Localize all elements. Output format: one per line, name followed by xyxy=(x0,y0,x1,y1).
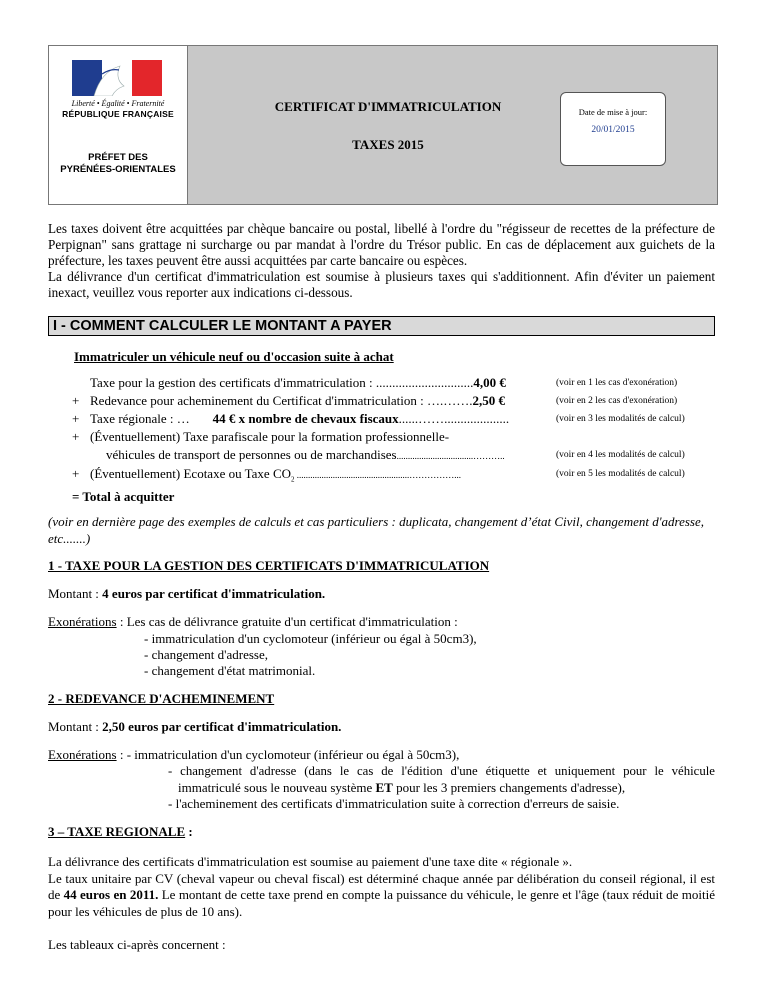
tax3-body xyxy=(48,854,715,954)
tax1-montant xyxy=(48,586,325,602)
tax3-text: Le taux unitaire par CV (cheval vapeur ou cheval fiscal) est déterminé chaque année par délibération du conseil régional, il est de xyxy=(48,870,715,902)
prefet-label xyxy=(50,152,186,176)
tax2-exo-item-cont xyxy=(178,780,625,796)
exo-text: immatriculé sous le nouveau système xyxy=(178,780,376,795)
examples-note: (voir en dernière page des exemples de calculs et cas particuliers : duplicata, changement d’état Civil, changement d'adresse, etc.......) xyxy=(48,514,704,546)
calc-line-text: Redevance pour acheminement du Certificat d'immatriculation : ….……. xyxy=(90,393,473,408)
calc-note-parafiscale: (voir en 4 les modalités de calcul) xyxy=(556,450,685,460)
plus-sign: + xyxy=(72,411,80,426)
plus-sign: + xyxy=(72,393,80,408)
update-date-value: 20/01/2015 xyxy=(591,125,635,135)
prefet-line-2: PYRÉNÉES-ORIENTALES xyxy=(60,164,176,175)
montant-label: Montant : xyxy=(48,586,103,601)
update-date-label: Date de mise à jour: xyxy=(578,107,648,117)
exo-label: Exonérations xyxy=(48,614,117,629)
calc-note-gestion: (voir en 1 les cas d'exonération) xyxy=(556,378,678,388)
calc-line-text: (Éventuellement) Ecotaxe ou Taxe CO xyxy=(90,466,291,481)
tax1-exo-item: - changement d'adresse, xyxy=(144,647,268,662)
tax1-exo-item: - changement d'état matrimonial. xyxy=(144,663,316,678)
calc-note-redevance: (voir en 2 les cas d'exonération) xyxy=(556,396,678,406)
tax3-text: Le montant de cette taxe prend en compte la puissance du véhicule, le genre et l'âge (taux réduit de moitié pour les véhicules de plus de 10 ans). xyxy=(48,887,715,919)
total-label: = Total à acquitter xyxy=(72,489,175,504)
tax1-exonerations xyxy=(48,614,458,630)
calc-line-redevance xyxy=(90,393,505,409)
section-1-heading: I - COMMENT CALCULER LE MONTANT A PAYER xyxy=(48,316,715,336)
calc-line-text: véhicules de transport de personnes ou de marchandises xyxy=(106,447,397,462)
calc-line-text: Taxe pour la gestion des certificats d'immatriculation : .............................. xyxy=(90,375,474,390)
republic-motto: Liberté • Égalité • Fraternité xyxy=(71,99,165,108)
tax2-exo-item: - l'acheminement des certificats d'immatriculation suite à correction d'erreurs de saisie. xyxy=(168,796,620,811)
tax1-exo-item: - immatriculation d'un cyclomoteur (inférieur ou égal à 50cm3), xyxy=(144,631,477,646)
tax3-heading-suffix: : xyxy=(185,824,193,839)
purchase-subheading: Immatriculer un véhicule neuf ou d'occasion suite à achat xyxy=(74,349,394,364)
tax2-montant xyxy=(48,719,341,735)
tax3-heading xyxy=(48,824,193,840)
calc-line-text: Taxe régionale : … xyxy=(90,411,190,426)
tax3-heading-text: 3 – TAXE REGIONALE xyxy=(48,824,186,839)
document-title: CERTIFICAT D'IMMATRICULATION xyxy=(274,99,502,114)
plus-sign: + xyxy=(72,466,80,481)
tax3-paragraph-3: Les tableaux ci-après concernent : xyxy=(48,937,226,952)
tax1-heading: 1 - TAXE POUR LA GESTION DES CERTIFICATS D'IMMATRICULATION xyxy=(48,558,490,573)
intro-text xyxy=(48,221,715,301)
tax2-exonerations xyxy=(48,747,459,763)
tax2-heading: 2 - REDEVANCE D'ACHEMINEMENT xyxy=(48,691,275,706)
calc-note-regionale: (voir en 3 les modalités de calcul) xyxy=(556,414,685,424)
exo-label: Exonérations xyxy=(48,747,117,762)
intro-paragraph-2: La délivrance d'un certificat d'immatriculation est soumise à plusieurs taxes qui s'additionnent. Afin d'éviter un paiement inexact, veuillez vous reporter aux indications ci-dessous. xyxy=(48,269,715,300)
calc-line-trail: ..................................……….. xyxy=(396,451,505,461)
exo-text: pour les 3 premiers changements d'adresse), xyxy=(392,780,626,795)
plus-sign: + xyxy=(72,429,80,444)
calc-line-amount: 2,50 € xyxy=(472,393,505,408)
calc-line-trail: ..................................................……………... xyxy=(294,470,461,480)
intro-paragraph-1: Les taxes doivent être acquittées par chèque bancaire ou postal, libellé à l'ordre du "régisseur de recettes de la préfecture de Perpignan" sans grattage ni surcharge ou par mandat à l'ordre du Trésor public. En cas de déplacement aux guichets de la préfecture, les taxes peuvent être aussi acquittées par carte bancaire ou espèces. xyxy=(48,221,715,268)
tax3-paragraph-1: La délivrance des certificats d'immatriculation est soumise au paiement d'une taxe dite « régionale ». xyxy=(48,854,573,869)
montant-label: Montant : xyxy=(48,719,103,734)
prefet-line-1: PRÉFET DES xyxy=(88,152,148,163)
exo-bold: ET xyxy=(375,780,393,795)
republique-francaise-label: RÉPUBLIQUE FRANÇAISE xyxy=(62,109,174,119)
marianne-logo-icon xyxy=(72,60,162,96)
co2-subscript: 2 xyxy=(291,475,295,484)
tax3-bold: 44 euros en 2011. xyxy=(63,887,159,902)
montant-value: 2,50 euros par certificat d'immatriculation. xyxy=(102,719,342,734)
calc-line-ecotaxe xyxy=(90,466,461,484)
update-date-box xyxy=(560,92,666,166)
calc-line-regionale xyxy=(90,411,509,427)
exo-text: : - immatriculation d'un cyclomoteur (inférieur ou égal à 50cm3), xyxy=(116,747,460,762)
tax3-paragraph-2 xyxy=(48,871,715,921)
calc-line-gestion xyxy=(90,375,506,391)
document-subtitle: TAXES 2015 xyxy=(352,137,424,152)
calc-note-ecotaxe: (voir en 5 les modalités de calcul) xyxy=(556,469,685,479)
montant-value: 4 euros par certificat d'immatriculation. xyxy=(102,586,326,601)
calc-line-parafiscale: (Éventuellement) Taxe parafiscale pour la formation professionnelle- xyxy=(90,429,450,444)
tax2-exo-item: - changement d'adresse (dans le cas de l'édition d'une étiquette et uniquement pour le véhicule xyxy=(168,764,715,778)
calc-line-amount: 4,00 € xyxy=(473,375,506,390)
calc-line-amount: 44 € x nombre de chevaux fiscaux xyxy=(212,411,399,426)
exo-text: : Les cas de délivrance gratuite d'un certificat d'immatriculation : xyxy=(116,614,458,629)
calc-line-trail: ......…….................... xyxy=(398,411,510,426)
calc-line-parafiscale-cont xyxy=(106,447,505,463)
